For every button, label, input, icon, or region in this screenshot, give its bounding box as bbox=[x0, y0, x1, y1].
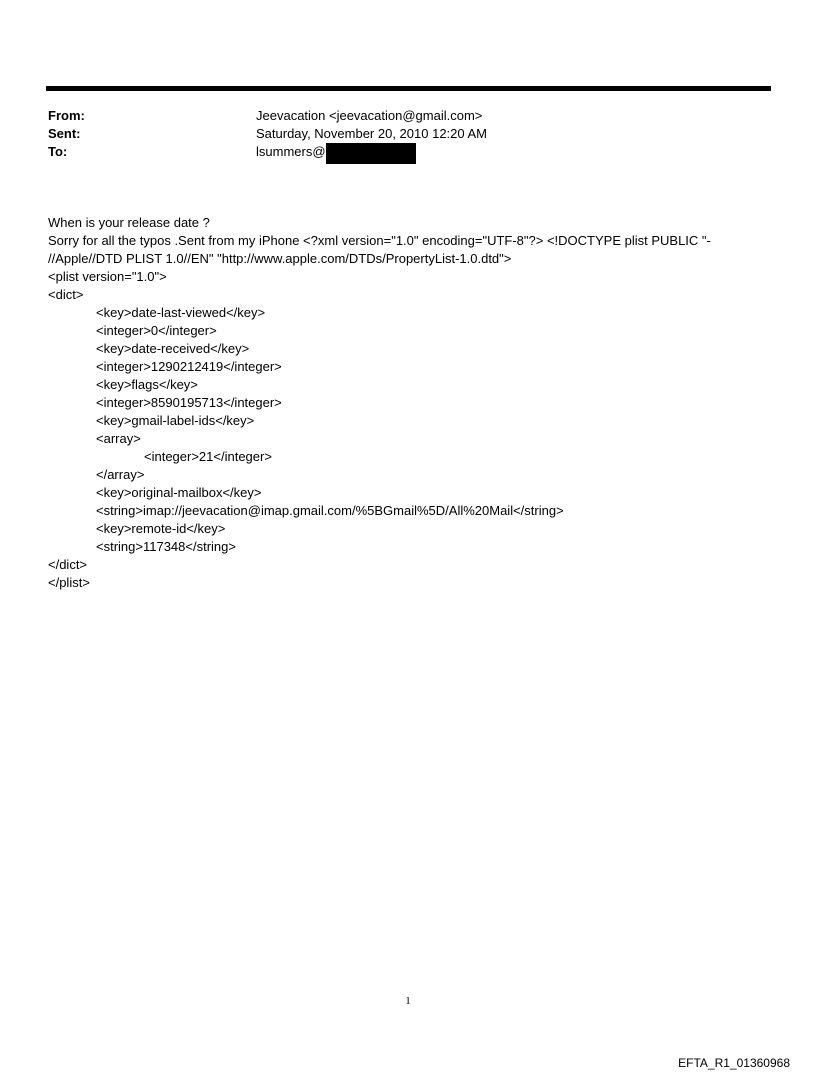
redaction-box bbox=[326, 143, 416, 164]
header-divider bbox=[46, 86, 771, 91]
email-header bbox=[48, 107, 748, 161]
sent-value: Saturday, November 20, 2010 12:20 AM bbox=[256, 126, 488, 141]
body-line: <array> bbox=[96, 431, 141, 446]
body-line: <integer>0</integer> bbox=[96, 323, 217, 338]
sent-label: Sent: bbox=[48, 126, 81, 141]
body-line: </array> bbox=[96, 467, 145, 482]
body-line: <string>117348</string> bbox=[96, 539, 236, 554]
from-value: Jeevacation <jeevacation@gmail.com> bbox=[256, 108, 483, 123]
body-line: <integer>8590195713</integer> bbox=[96, 395, 282, 410]
body-line: <key>date-received</key> bbox=[96, 341, 250, 356]
from-row bbox=[48, 107, 748, 125]
page-number: 1 bbox=[405, 995, 411, 1007]
bates-number: EFTA_R1_01360968 bbox=[678, 1056, 790, 1070]
body-line: <dict> bbox=[48, 287, 84, 302]
body-line: <key>remote-id</key> bbox=[96, 521, 226, 536]
to-value-container bbox=[256, 143, 748, 161]
body-line: <key>gmail-label-ids</key> bbox=[96, 413, 255, 428]
body-line: <key>date-last-viewed</key> bbox=[96, 305, 266, 320]
body-line: <integer>21</integer> bbox=[144, 449, 272, 464]
to-value: lsummers@ bbox=[256, 144, 326, 159]
sent-row bbox=[48, 125, 748, 143]
body-line: <key>flags</key> bbox=[96, 377, 198, 392]
body-line: <plist version="1.0"> bbox=[48, 269, 167, 284]
body-line: <key>original-mailbox</key> bbox=[96, 485, 262, 500]
to-row bbox=[48, 143, 748, 161]
from-label: From: bbox=[48, 108, 85, 123]
body-line: //Apple//DTD PLIST 1.0//EN" "http://www.apple.com/DTDs/PropertyList-1.0.dtd"> bbox=[48, 251, 512, 266]
body-line: <integer>1290212419</integer> bbox=[96, 359, 282, 374]
body-line: </dict> bbox=[48, 557, 88, 572]
body-line: Sorry for all the typos .Sent from my iPhone <?xml version="1.0" encoding="UTF-8"?> <!DOCTYPE plist PUBLIC "- bbox=[48, 233, 711, 248]
body-line: <string>imap://jeevacation@imap.gmail.com/%5BGmail%5D/All%20Mail</string> bbox=[96, 503, 564, 518]
body-line: When is your release date ? bbox=[48, 215, 210, 230]
email-body bbox=[48, 214, 748, 592]
to-label: To: bbox=[48, 144, 68, 159]
body-line: </plist> bbox=[48, 575, 90, 590]
